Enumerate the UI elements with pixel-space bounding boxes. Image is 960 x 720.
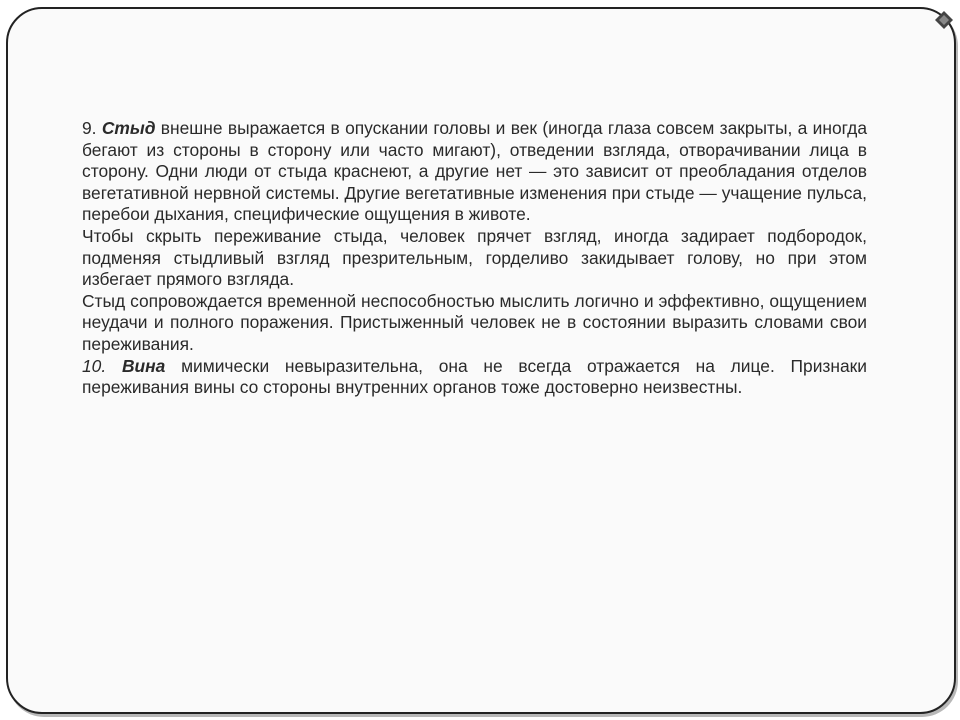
paragraph-shame [82, 118, 867, 226]
paragraph-text: мимически невыразительна, она не всегда отражается на лице. Признаки переживания вины со стороны внутренних органов тоже достоверно неизвестны. [82, 355, 867, 398]
term-shame: Стыд [101, 118, 156, 138]
paragraph-text: Стыд сопровождается временной неспособностью мыслить логично и эффективно, ощущением неудачи и полного поражения. Пристыженный человек не в состоянии выразить словами свои переживания. [82, 290, 867, 354]
paragraph-guilt [82, 356, 867, 399]
paragraph-number: 10. [82, 355, 107, 376]
slide-text [82, 118, 867, 399]
paragraph-text: Чтобы скрыть переживание стыда, человек прячет взгляд, иногда задирает подбородок, подменяя стыдливый взгляд презрительным, горделиво закидывает голову, но при этом избегает прямого взгляда. [82, 225, 867, 290]
paragraph-text: внешне выражается в опускании головы и век (иногда глаза совсем закрыты, а иногда бегают из стороны в сторону или часто мигают), отведении взгляда, отворачивании лица в сторону. Одни люди от стыда краснеют, а другие нет — это зависит от преобладания отделов вегетативной нервной системы. Другие вегетативные изменения при стыде — учащение пульса, перебои дыхания, специфические ощущения в животе. [82, 118, 867, 225]
corner-diamond-icon [934, 10, 954, 30]
paragraph-number: 9. [82, 118, 97, 138]
paragraph-hiding-shame [82, 226, 867, 291]
paragraph-shame-effects [82, 291, 867, 356]
term-guilt: Вина [121, 355, 166, 376]
